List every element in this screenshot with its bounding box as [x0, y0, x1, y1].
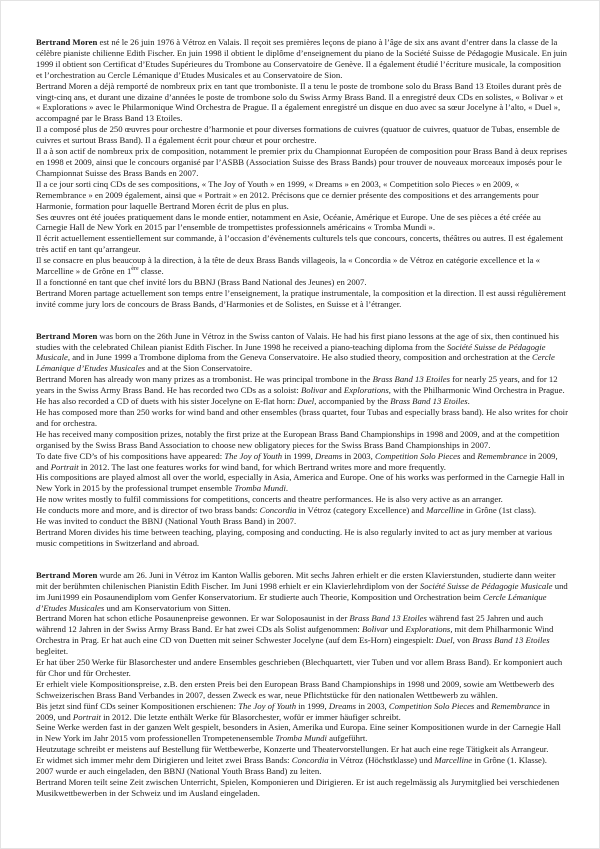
text-run: Competition Solo Pieces — [388, 700, 475, 711]
text-run: To date five CD’s of his compositions have appeared: — [36, 450, 225, 461]
paragraph — [36, 516, 569, 527]
text-run: in 1999, — [296, 700, 329, 711]
text-run: Bertrand Moren a déjà remporté de nombreux prix en tant que tromboniste. Il a tenu le poste de trombone solo du Brass Band 13 Etoiles durant près de vingt-cinq ans, et durant une dizaine d’années le poste de trombone solo du Swiss Army Brass Band. Il a enregistré deux CDs en solistes, « Bolivar » et « Explorations » avec le Philarmonique Wind Orchestra de Prague. Il a également enregistré un disque en duo avec sa sœur Jocelyne à l’alto, « Duel », accompagné par le Brass Band 13 Etoiles. — [36, 80, 563, 124]
text-run: He has composed more than 250 works for wind band and other ensembles (brass quartet, four Tubas and especially brass band). He also writes for choir and for orchestra. — [36, 407, 568, 428]
paragraph — [36, 429, 569, 451]
text-run: , accompanied by the — [314, 396, 391, 407]
text-run: und am Konservatorium von Sitten. — [104, 602, 231, 613]
text-run: . — [285, 483, 289, 494]
text-run: Brass Band 13 Etoiles — [349, 613, 427, 624]
text-run: Brass Band 13 Etoiles — [390, 396, 468, 407]
text-run: Duel — [435, 635, 453, 646]
paragraph — [36, 722, 569, 744]
text-run: in 2003, — [342, 450, 375, 461]
text-run: wurde am 26. Juni in Vétroz im Kanton Wallis geboren. Mit sechs Jahren erhielt er die ersten Klavierstunden, studierte dann weiter mit der berühmten chilenischen Pianistin Edith Fischer. Im Juni 1998 erhielt er ein Klavierlehrdiplom von der — [36, 569, 556, 591]
paragraph — [36, 81, 569, 125]
text-run: und — [388, 624, 406, 635]
paragraph — [36, 657, 569, 679]
paragraph — [36, 124, 569, 146]
text-run: Concordia — [291, 755, 329, 766]
section-english — [36, 331, 569, 549]
text-run: Cercle Lémanique d’Etudes Musicales — [36, 352, 555, 374]
text-run: He now writes mostly to fulfil commissions for competitions, concerts and theatre performances. He is also very active as an arranger. — [36, 494, 503, 505]
text-run: Marcelline — [434, 755, 473, 766]
text-run: He was invited to conduct the BBNJ (National Youth Brass Band) in 2007. — [36, 516, 297, 527]
text-run: Er erhielt viele Kompositionspreise, z.B. den ersten Preis bei den European Brass Band Championships in 1998 und 2009, sowie am Wettbewerb des Schweizerischen Brass Band Verbandes in 2007, dessen Zweck es war, neue Pflichtstücke für den nationalen Wettbewerb zu wählen. — [36, 678, 555, 700]
text-run: He conducts more and more, and is director of two brass bands: — [36, 505, 260, 516]
text-run: Explorations — [343, 385, 389, 396]
paragraph — [36, 146, 569, 179]
paragraph — [36, 766, 569, 777]
paragraph — [36, 374, 569, 407]
text-run: Dreams — [314, 450, 343, 461]
paragraph — [36, 777, 569, 799]
text-run: Ses œuvres ont été jouées pratiquement dans le monde entier, notamment en Asie, Océanie, Amérique et Europe. Une de ses pièces a été créée au Carnegie Hall de New York en 2015 par l’ensemble de trompettistes professionnels américains « Tromba Mundi ». — [36, 211, 541, 233]
paragraph — [36, 212, 569, 234]
paragraph — [36, 179, 569, 212]
text-run: Er hat über 250 Werke für Blasorchester und andere Ensembles geschrieben (Blechquartett, vier Tuben und vor allem Brass Band). Er komponiert auch für Chor und für Orchester. — [36, 657, 563, 678]
paragraph — [36, 288, 569, 310]
text-run: Il a fonctionné en tant que chef invité lors du BBNJ (Brass Band National des Jeunes) en 2007. — [36, 276, 367, 287]
paragraph — [36, 407, 569, 429]
text-run: est né le 26 juin 1976 à Vétroz en Valais. Il reçoit ses premières leçons de piano à l’âge de six ans avant d’entrer dans la classe de la célèbre pianiste chilienne Edith Fischer. En juin 1998 il obtient le diplôme d’enseignement du piano de la Société Suisse de Pédagogie Musicale. En juin 1999 il obtient son Certificat d’Etudes Supérieures du Trombone au Conservatoire de Genève. Il a également étudié l’écriture musicale, la composition et l’orchestration au Cercle Lémanique d’Etudes Musicales et au Conservatoire de Sion. — [36, 37, 568, 80]
text-run: Brass Band 13 Etoiles — [472, 635, 550, 646]
text-run: Explorations — [405, 624, 451, 635]
text-run: Bertrand Moren has already won many prizes as a trombonist. He was principal trombone in the — [36, 374, 373, 385]
paragraph — [36, 613, 569, 657]
text-run: Duel — [297, 396, 315, 407]
text-run: Heutzutage schreibt er meistens auf Bestellung für Wettbewerbe, Konzerte und Theatervorstellungen. Er hat auch eine rege Tätigkeit als Arrangeur. — [36, 744, 549, 755]
text-run: Bertrand Moren hat schon etliche Posaunenpreise gewonnen. Er war Soloposaunist in der — [36, 613, 350, 624]
text-run: The Joy of Youth — [238, 700, 297, 711]
text-run: Il écrit actuellement essentiellement sur commande, à l’occasion d’évènements culturels tels que concours, concerts, théâtres ou autres. Il est également très actif en tant qu’arrangeur. — [36, 233, 564, 255]
text-run: Brass Band 13 Etoiles — [372, 374, 451, 385]
text-run: aufgeführt. — [326, 733, 368, 744]
document-body — [36, 37, 569, 799]
text-run: Bertrand Moren — [36, 330, 98, 341]
text-run: in 2009, und — [36, 700, 550, 722]
text-run: Marcelline — [426, 505, 464, 516]
text-run: He has received many composition prizes, notably the first prize at the European Brass Band Championships in 1998 and 2009, and at the competition organised by the Swiss Brass Band Association to choose new obligatory pieces for the Swiss Brass Band Championships in 2007. — [36, 428, 560, 450]
paragraph — [36, 472, 569, 494]
text-run: Seine Werke werden fast in der ganzen Welt gespielt, besonders in Asien, Amerika und Europa. Eine seiner Kompositionen wurde in der Carnegie Hall in New York im Jahr 2015 vom professionellen Trompetenensemble — [36, 722, 561, 744]
text-run: in 2003, — [356, 700, 389, 711]
paragraph — [36, 233, 569, 255]
paragraph — [36, 255, 569, 277]
text-run: Bertrand Moren teilt seine Zeit zwischen Unterricht, Spielen, Komponieren und Dirigieren. Er ist auch regelmässig als Jurymitglied bei verschiedenen Musikwettbewerben in der Schweiz und im Ausland eingeladen. — [36, 777, 560, 798]
text-run: . — [467, 396, 470, 407]
text-run: Il se consacre en plus beaucoup à la direction, à la tête de deux Brass Bands villageois, la « Concordia » de Vétroz en catégorie excellence et la « Marcelline » de Grône en 1 — [36, 255, 540, 277]
text-run: in 1999, — [282, 450, 315, 461]
text-run: in 2012. Die letzte enthält Werke für Blasorchester, wofür er immer häufiger schreibt. — [100, 711, 401, 722]
text-run: , von — [452, 635, 473, 646]
text-run: , with the Philharmonic Wind Orchestra in Prague. He has also recorded a CD of duets with his sister Jocelyne on E-flat horn: — [36, 385, 565, 407]
text-run: Remembrance — [477, 450, 528, 461]
text-run: Concordia — [259, 505, 297, 516]
text-run: während fast 25 Jahren und auch während 12 Jahren in der Swiss Army Brass Band. Er hat zwei CDs als Solist aufgenommen: — [36, 613, 544, 635]
text-run: classe. — [138, 266, 164, 277]
text-run: Er widmet sich immer mehr dem Dirigieren und leitet zwei Brass Bands: — [36, 755, 292, 766]
text-run: Portrait — [72, 711, 101, 722]
paragraph — [36, 744, 569, 755]
text-run: and at the Sion Conservatoire. — [145, 363, 253, 374]
text-run: begleitet. — [36, 646, 69, 657]
paragraph — [36, 277, 569, 288]
text-run: was born on the 26th June in Vétroz in the Swiss canton of Valais. He had his first piano lessons at the age of six, then continued his studies with the celebrated Chilean pianist Edith Fischer. In June 1998 he received a piano-teaching diploma from the — [36, 330, 559, 352]
paragraph — [36, 505, 569, 516]
text-run: Remembrance — [491, 700, 541, 711]
text-run: for nearly 25 years, and for 12 years in the Swiss Army Brass Band. He has recorded two CDs as a soloist: — [36, 374, 558, 396]
paragraph — [36, 570, 569, 614]
text-run: , mit dem Philharmonic Wind Orchestra in Prag. Er hat auch eine CD von Duetten mit seiner Schwester Jocelyne (auf dem Es-Horn) eingespielt: — [36, 624, 554, 646]
text-run: Bertrand Moren divides his time between teaching, playing, composing and conducting. He is also regularly invited to act as jury member at various music competitions in Switzerland and abroad. — [36, 526, 553, 548]
text-run: Bis jetzt sind fünf CDs seiner Kompositionen erschienen: — [36, 700, 239, 711]
text-run: in 2012. The last one features works for wind band, for which Bertrand writes more and more frequently. — [78, 461, 446, 472]
section-french — [36, 37, 569, 310]
text-run: Bolivar — [300, 385, 327, 396]
text-run: und im Juni1999 ein Posaunendiplom vom Genfer Konservatorium. Er studierte auch Theorie, Komposition und Orchestration beim — [36, 580, 568, 602]
text-run: Portrait — [50, 461, 79, 472]
text-run: in 2009, and — [36, 450, 558, 472]
text-run: Tromba Mundi — [275, 733, 327, 744]
paragraph — [36, 701, 569, 723]
text-run: The Joy of Youth — [224, 450, 283, 461]
text-run: Il a à son actif de nombreux prix de composition, notamment le premier prix du Championnat Européen de composition pour Brass Band à deux reprises en 1998 et 2009, ainsi que le concours organisé par l’ASBB (Association Suisse des Brass Bands) pour trouver de nouveaux morceaux imposés pour le Championnat Suisse des Brass Bands en 2007. — [36, 146, 568, 178]
text-run: ère — [131, 266, 139, 273]
text-run: 2007 wurde er auch eingeladen, den BBNJ (National Youth Brass Band) zu leiten. — [36, 766, 322, 777]
text-run: His compositions are played almost all over the world, especially in Asia, America and Europe. One of his works was performed in the Carnegie Hall in New York in 2015 by the professional trumpet ensemble — [36, 472, 565, 494]
text-run: Il a ce jour sorti cinq CDs de ses compositions, « The Joy of Youth » en 1999, « Dreams » en 2003, « Competition solo Pieces » en 2009, « Remembrance » en 2009 également, ainsi que « Portrait » en 2012. Précisons que ce dernier présente des compositions et des arrangements pour Harmonie, formation pour laquelle Bertrand Moren écrit de plus en plus. — [36, 178, 539, 211]
text-run: , and in June 1999 a Trombone diploma from the Geneva Conservatoire. He also studied theory, composition and orchestration at the — [67, 352, 532, 363]
text-run: Competition Solo Pieces — [375, 450, 461, 461]
text-run: Bertrand Moren partage actuellement son temps entre l’enseignement, la pratique instrumentale, la composition et la direction. Il est aussi régulièrement invité comme jury lors de concours de Brass Bands, d’Harmonies et de Solistes, en Suisse et à l’étranger. — [36, 287, 566, 309]
paragraph — [36, 527, 569, 549]
paragraph — [36, 331, 569, 375]
text-run: in Grône (1. Klasse). — [472, 755, 547, 766]
text-run: Société Suisse de Pédagogie Musicale — [36, 341, 546, 363]
paragraph — [36, 451, 569, 473]
text-run: and — [474, 700, 492, 711]
text-run: in Grône (1st class). — [463, 505, 537, 516]
text-run: Bertrand Moren — [36, 569, 98, 580]
section-german — [36, 570, 569, 799]
text-run: Société Suisse de Pédagogie Musicale — [419, 580, 553, 591]
text-run: Il a composé plus de 250 œuvres pour orchestre d’harmonie et pour diverses formations de cuivres (quatuor de cuivres, quatuor de Tubas, ensemble de cuivres et surtout Brass Band). Il a également écrit pour chœur et pour orchestre. — [36, 124, 560, 146]
text-run: in Vétroz (category Excellence) and — [296, 505, 427, 516]
text-run: Cercle Lémanique d’Etudes Musicales — [36, 591, 547, 613]
text-run: Dreams — [328, 700, 357, 711]
text-run: in Vétroz (Höchstklasse) und — [328, 755, 435, 766]
paragraph — [36, 494, 569, 505]
paragraph — [36, 755, 569, 766]
paragraph — [36, 679, 569, 701]
paragraph — [36, 37, 569, 81]
text-run: and — [327, 385, 344, 396]
text-run: Tromba Mundi — [234, 483, 286, 494]
text-run: and — [460, 450, 478, 461]
text-run: Bolivar — [361, 624, 389, 635]
text-run: Bertrand Moren — [36, 37, 98, 47]
